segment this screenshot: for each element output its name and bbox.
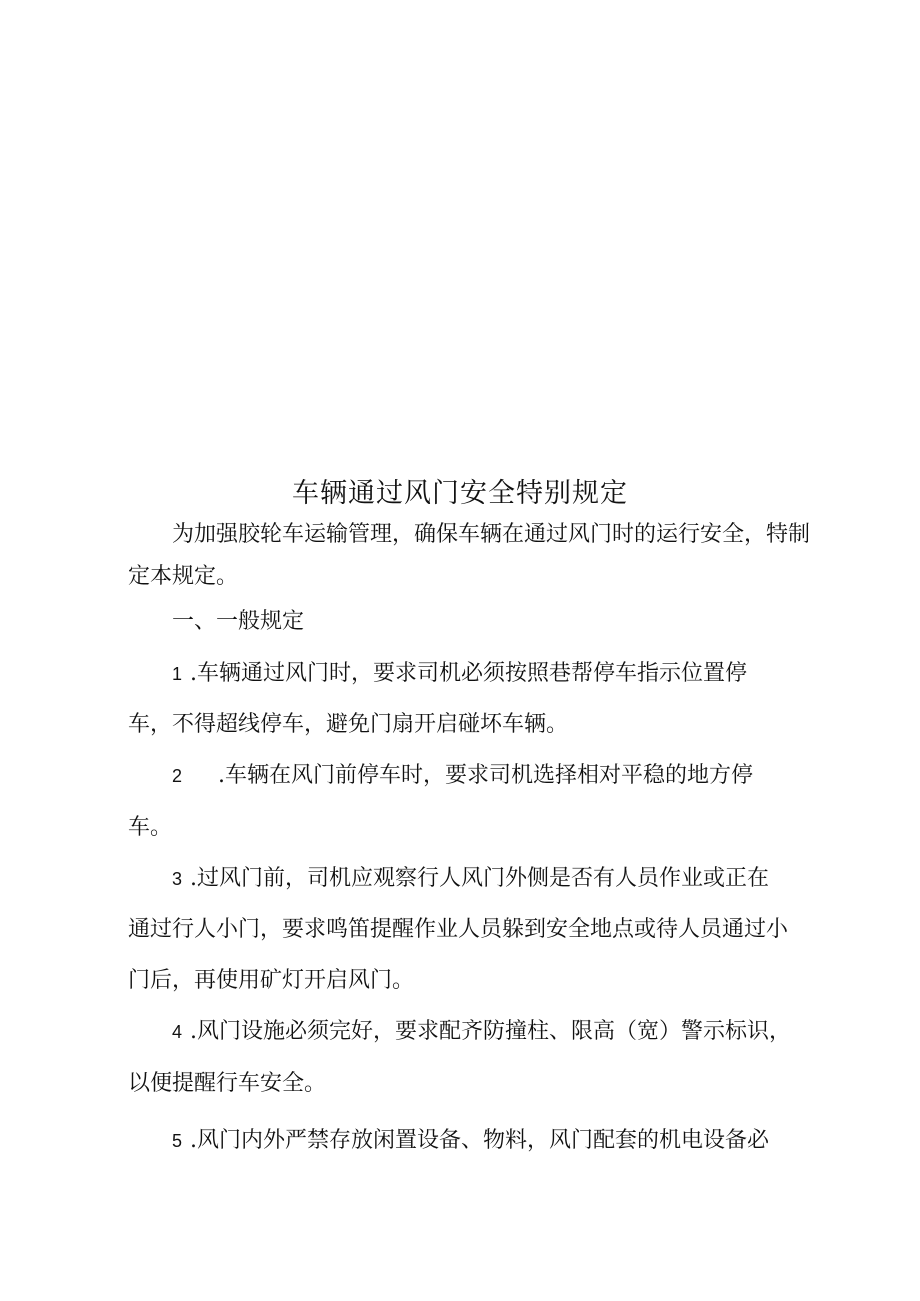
intro-line-2: 定本规定。 [128,564,239,589]
item-3-line-3: 门后，再使用矿灯开启风门。 [128,968,415,993]
item-4-line-1 [172,1016,852,1048]
item-3-line-2: 通过行人小门，要求鸣笛提醒作业人员躲到安全地点或待人员通过小 [128,917,789,942]
item-1-line-2: 车，不得超线停车，避免门扇开启碰坏车辆。 [128,712,569,737]
item-number: 3 [172,869,183,889]
item-2-line-1 [172,760,852,792]
item-3-line-1 [172,863,852,895]
item-text: .过风门前，司机应观察行人风门外侧是否有人员作业或正在 [190,866,770,891]
item-number: 5 [172,1131,183,1151]
item-number: 4 [172,1022,183,1042]
item-4-line-2: 以便提醒行车安全。 [128,1071,327,1096]
section-heading: 一、一般规定 [172,609,305,634]
item-number: 2 [172,766,183,786]
item-5-line-1 [172,1125,852,1157]
document-title: 车辆通过风门安全特别规定 [292,478,628,509]
item-text: .车辆在风门前停车时，要求司机选择相对平稳的地方停 [218,763,754,788]
item-text: .车辆通过风门时，要求司机必须按照巷帮停车指示位置停 [190,661,748,686]
item-1-line-1 [172,658,852,690]
item-text: .风门设施必须完好，要求配齐防撞柱、限高（宽）警示标识， [190,1019,792,1044]
item-2-line-2: 车。 [128,815,173,840]
intro-line-1: 为加强胶轮车运输管理，确保车辆在通过风门时的运行安全，特制 [172,522,811,547]
item-number: 1 [172,664,183,684]
item-text: .风门内外严禁存放闲置设备、物料，风门配套的机电设备必 [190,1128,770,1153]
